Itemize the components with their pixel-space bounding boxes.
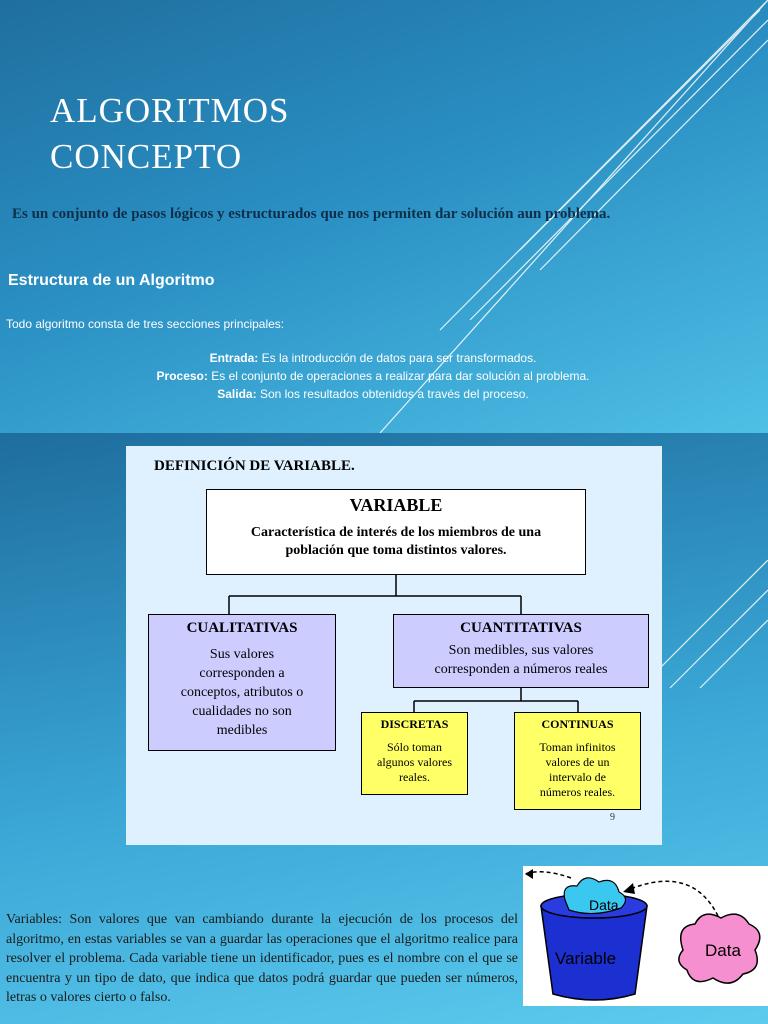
- bucket-label: Variable: [555, 949, 617, 968]
- variable-box: [206, 489, 586, 575]
- structure-heading: Estructura de un Algoritmo: [8, 272, 215, 289]
- variable-illustration: [523, 866, 768, 1006]
- variables-paragraph: Variables: Son valores que van cambiando durante la ejecución de los procesos del algoritmo, en estas variables se van a guardar las operaciones que el algoritmo realice para resolver el problema. Cada variable tiene un identificador, pues es el nombre con el que se encuentra y un tipo de dato, que indica que datos podrá guardar que pueden ser números, letras o valores cierto o falso.: [6, 912, 518, 1005]
- figure-title: DEFINICIÓN DE VARIABLE.: [154, 458, 355, 474]
- variable-desc-2: población que toma distintos valores.: [285, 543, 507, 558]
- title-line-1: ALGORITMOS: [50, 91, 290, 130]
- section-entrada: Entrada: Es la introducción de datos para ser transformados.: [209, 351, 537, 365]
- cuantitativas-box: [393, 614, 649, 688]
- inside-label: Data: [589, 897, 619, 913]
- continuas-heading: CONTINUAS: [541, 717, 614, 731]
- variable-heading: VARIABLE: [349, 495, 443, 515]
- discretas-heading: DISCRETAS: [380, 717, 449, 731]
- structure-text: Todo algoritmo consta de tres secciones principales:: [6, 317, 285, 331]
- cuantitativas-desc: Son medibles, sus valores corresponden a números reales: [434, 643, 608, 677]
- bucket-data-drawing: [523, 866, 768, 1006]
- variable-definition-figure: [126, 446, 662, 845]
- section-salida: Salida: Son los resultados obtenidos a través del proceso.: [217, 387, 529, 401]
- sections-list: [0, 349, 746, 403]
- cualitativas-desc: Sus valores corresponden a conceptos, atributos o cualidades no son medibles: [180, 647, 304, 738]
- variable-desc-1: Característica de interés de los miembros de una: [250, 525, 542, 540]
- intro-definition: Es un conjunto de pasos lógicos y estructurados que nos permiten dar solución aun problema.: [12, 206, 611, 222]
- slide-title: [50, 88, 289, 180]
- cuantitativas-heading: CUANTITATIVAS: [460, 620, 582, 636]
- continuas-desc: Toman infinitos valores de un intervalo de números reales.: [539, 740, 616, 799]
- arrow-in-head-icon: [623, 883, 635, 894]
- cualitativas-box: [148, 614, 336, 751]
- title-line-2: CONCEPTO: [50, 137, 243, 176]
- cualitativas-heading: CUALITATIVAS: [186, 620, 298, 636]
- discretas-desc: Sólo toman algunos valores reales.: [377, 740, 452, 784]
- continuas-box: [514, 712, 641, 810]
- blob-label: Data: [705, 941, 741, 960]
- figure-page-number: 9: [610, 812, 615, 823]
- discretas-box: [361, 712, 468, 795]
- arrow-out-head-icon: [525, 869, 533, 879]
- section-proceso: Proceso: Es el conjunto de operaciones a realizar para dar solución al problema.: [156, 369, 590, 383]
